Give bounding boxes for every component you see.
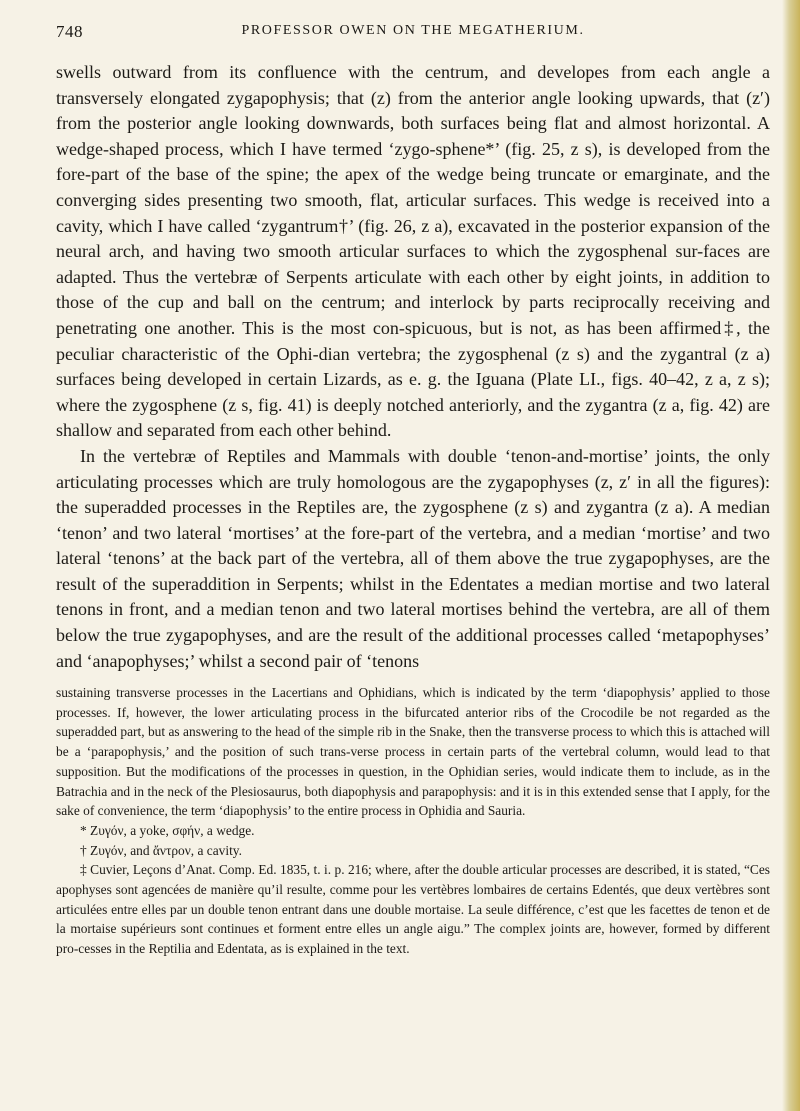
page-header (56, 22, 770, 50)
page-number: 748 (56, 22, 83, 41)
body-paragraph: swells outward from its confluence with the centrum, and developes from each angle a transversely elongated zygapophysis; that (z) from the anterior angle looking upwards, that (z′) from the posterior angle looking downwards, both surfaces being flat and almost horizontal. A wedge-shaped process, which I have termed ‘zygo-sphene*’ (fig. 25, z s), is developed from the fore-part of the base of the spine; the apex of the wedge being truncate or emarginate, and the converging sides presenting two smooth, flat, articular surfaces. This wedge is received into a cavity, which I have called ‘zygantrum†’ (fig. 26, z a), excavated in the posterior expansion of the neural arch, and having two smooth articular surfaces to which the zygosphenal sur-faces are adapted. Thus the vertebræ of Serpents articulate with each other by eight joints, in addition to those of the cup and ball on the centrum; and interlock by parts reciprocally receiving and penetrating one another. This is the most con-spicuous, but is not, as has been affirmed‡, the peculiar characteristic of the Ophi-dian vertebra; the zygosphenal (z s) and the zygantral (z a) surfaces being developed in certain Lizards, as e. g. the Iguana (Plate LI., figs. 40–42, z a, z s); where the zygosphene (z s, fig. 41) is deeply notched anteriorly, and the zygantra (z a, fig. 42) are shallow and separated from each other behind. (56, 62, 770, 441)
footnote-continuation: sustaining transverse processes in the Lacertians and Ophidians, which is indicated by the term ‘diapophysis’ applied to those processes. If, however, the lower articulating process in the bifurcated anterior ribs of the Crocodile be not regarded as the superadded part, but as answering to the head of the simple rib in the Snake, then the transverse process to which this is attached will be a ‘parapophysis,’ and the position of such trans-verse process in certain parts of the vertebral column, would lead to that supposition. But the modifications of the processes in question, in the Ophidian series, would indicate them to include, as in the Batrachia and in the neck of the Plesiosaurus, both diapophysis and parapophysis: and it is in this extended sense that I apply, for the sake of convenience, the term ‘diapophysis’ to the entire process in Ophidia and Sauria. (56, 685, 770, 819)
page-edge-stain (782, 0, 800, 1111)
footnote-dagger: † Ζυγόν, and ἄντρον, a cavity. (80, 842, 242, 858)
running-head: PROFESSOR OWEN ON THE MEGATHERIUM. (241, 23, 585, 38)
body-text (56, 60, 770, 674)
footnote-double-dagger: ‡ Cuvier, Leçons d’Anat. Comp. Ed. 1835, t. i. p. 216; where, after the double articular processes are described, it is stated, “Ces apophyses sont agencées de manière qu’il resulte, comme pour les vertèbres lombaires de certains Edentés, que deux vertèbres sont articulées entre elles par un double tenon entrant dans une double mortaise. La seule différence, c’est que les facettes de tenon et de la mortaise supérieurs sont continues et forment entre elles un angle aigu.” The complex joints are, however, formed by different pro-cesses in the Reptilia and Edentata, as is explained in the text. (56, 862, 770, 957)
footnotes (56, 683, 770, 959)
body-paragraph: In the vertebræ of Reptiles and Mammals with double ‘tenon-and-mortise’ joints, the only articulating processes which are truly homologous are the zygapophyses (z, z′ in all the figures): the superadded processes in the Reptiles are, the zygosphene (z s) and zygantra (z a). A median ‘tenon’ and two lateral ‘mortises’ at the fore-part of the vertebra, and a median ‘mortise’ and two lateral ‘tenons’ at the back part of the vertebra, all of them above the true zygapophyses, are the result of the superaddition in Serpents; whilst in the Edentates a median mortise and two lateral tenons in front, and a median tenon and two lateral mortises behind the vertebra, are all of them below the true zygapophyses, and are the result of the additional processes called ‘metapophyses’ and ‘anapophyses;’ whilst a second pair of ‘tenons (56, 445, 770, 671)
footnote-star: * Ζυγόν, a yoke, σφήν, a wedge. (80, 822, 255, 838)
